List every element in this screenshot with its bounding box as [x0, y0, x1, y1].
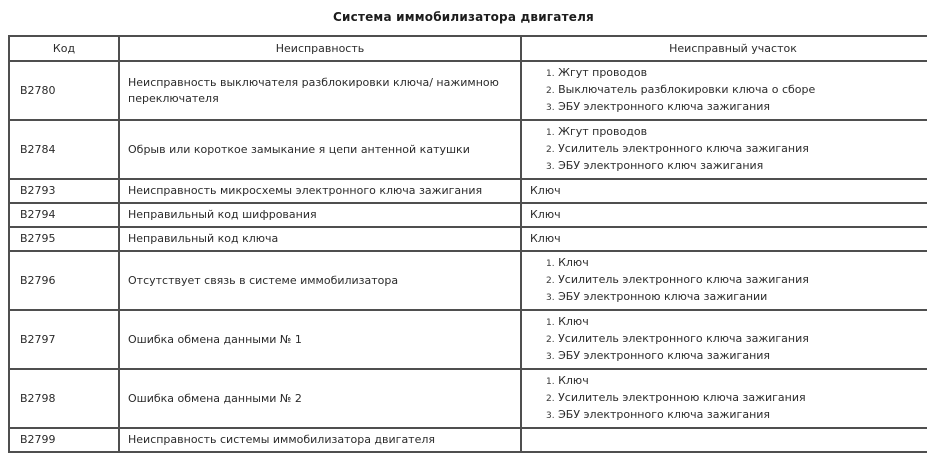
table-row	[9, 120, 927, 179]
list-text: ЭБУ электронного ключа зажигания	[554, 349, 771, 362]
fault-area-item	[546, 255, 927, 272]
list-text: Жгут проводов	[554, 125, 648, 138]
list-text: Ключ	[554, 256, 589, 269]
table-head	[9, 36, 927, 61]
fault-area-item	[546, 82, 927, 99]
fault-area-item	[546, 348, 927, 365]
fault-area-cell	[521, 428, 927, 452]
page-title: Система иммобилизатора двигателя	[333, 10, 594, 24]
fault-code-cell: B2797	[9, 310, 119, 369]
fault-code-cell: B2794	[9, 203, 119, 227]
fault-area-item	[546, 331, 927, 348]
list-text: ЭБУ электронного ключа зажигания	[554, 100, 771, 113]
fault-area-list	[530, 255, 927, 306]
list-text: Выключатель разблокировки ключа о сборе	[554, 83, 816, 96]
fault-area-item	[546, 373, 927, 390]
list-text: Ключ	[554, 315, 589, 328]
header-fault: Неисправность	[119, 36, 521, 61]
fault-description-cell: Неисправность выключателя разблокировки ключа/ нажимною переключателя	[119, 61, 521, 120]
fault-area-cell	[521, 120, 927, 179]
list-number: 3.	[546, 293, 555, 303]
table-row	[9, 227, 927, 251]
fault-area-list	[530, 124, 927, 175]
list-text: ЭБУ электронною ключа зажигании	[554, 290, 768, 303]
fault-area-item	[546, 158, 927, 175]
fault-area-item	[546, 289, 927, 306]
list-number: 1.	[546, 128, 555, 138]
list-text: ЭБУ электронного ключа зажигания	[554, 408, 771, 421]
list-number: 2.	[546, 86, 555, 96]
fault-area-cell	[521, 251, 927, 310]
fault-code-cell: B2796	[9, 251, 119, 310]
fault-code-cell: B2795	[9, 227, 119, 251]
list-text: Ключ	[554, 374, 589, 387]
list-number: 2.	[546, 394, 555, 404]
fault-code-cell: B2798	[9, 369, 119, 428]
fault-area-list	[530, 65, 927, 116]
fault-area-cell: Ключ	[521, 179, 927, 203]
fault-area-item	[546, 124, 927, 141]
fault-area-list	[530, 373, 927, 424]
header-row	[9, 36, 927, 61]
fault-description-cell: Неправильный код шифрования	[119, 203, 521, 227]
list-number: 3.	[546, 162, 555, 172]
fault-area-item	[546, 141, 927, 158]
fault-description-cell: Неисправность микросхемы электронного ключа зажигания	[119, 179, 521, 203]
fault-area-cell	[521, 61, 927, 120]
fault-description-cell: Обрыв или короткое замыкание я цепи антенной катушки	[119, 120, 521, 179]
fault-area-cell: Ключ	[521, 203, 927, 227]
table-row	[9, 251, 927, 310]
fault-code-table	[8, 35, 927, 453]
list-text: ЭБУ электронного ключ зажигания	[554, 159, 764, 172]
table-row	[9, 61, 927, 120]
list-number: 1.	[546, 318, 555, 328]
fault-code-cell: B2780	[9, 61, 119, 120]
list-text: Усилитель электронного ключа зажигания	[554, 142, 809, 155]
list-number: 2.	[546, 145, 555, 155]
fault-area-cell	[521, 369, 927, 428]
table-row	[9, 369, 927, 428]
fault-description-cell: Ошибка обмена данными № 1	[119, 310, 521, 369]
table-row	[9, 310, 927, 369]
fault-area-cell	[521, 310, 927, 369]
fault-description-cell: Отсутствует связь в системе иммобилизатора	[119, 251, 521, 310]
fault-area-item	[546, 65, 927, 82]
fault-description-cell: Ошибка обмена данными № 2	[119, 369, 521, 428]
fault-code-cell: B2799	[9, 428, 119, 452]
list-number: 1.	[546, 377, 555, 387]
table-row	[9, 428, 927, 452]
fault-code-cell: B2784	[9, 120, 119, 179]
table-row	[9, 179, 927, 203]
fault-description-cell: Неправильный код ключа	[119, 227, 521, 251]
list-number: 3.	[546, 352, 555, 362]
fault-description-cell: Неисправность системы иммобилизатора двигателя	[119, 428, 521, 452]
list-number: 3.	[546, 103, 555, 113]
list-number: 1.	[546, 259, 555, 269]
list-number: 3.	[546, 411, 555, 421]
list-text: Жгут проводов	[554, 66, 648, 79]
fault-area-item	[546, 314, 927, 331]
list-text: Усилитель электронного ключа зажигания	[554, 273, 809, 286]
fault-area-item	[546, 99, 927, 116]
list-number: 1.	[546, 69, 555, 79]
table-row	[9, 203, 927, 227]
fault-area-item	[546, 407, 927, 424]
fault-area-list	[530, 314, 927, 365]
list-text: Усилитель электронного ключа зажигания	[554, 332, 809, 345]
list-number: 2.	[546, 276, 555, 286]
fault-code-cell: B2793	[9, 179, 119, 203]
fault-area-item	[546, 272, 927, 289]
list-number: 2.	[546, 335, 555, 345]
fault-area-item	[546, 390, 927, 407]
fault-area-cell: Ключ	[521, 227, 927, 251]
list-text: Усилитель электронною ключа зажигания	[554, 391, 806, 404]
header-code: Код	[9, 36, 119, 61]
header-fault-area: Неисправный участок	[521, 36, 927, 61]
table-body	[9, 61, 927, 452]
